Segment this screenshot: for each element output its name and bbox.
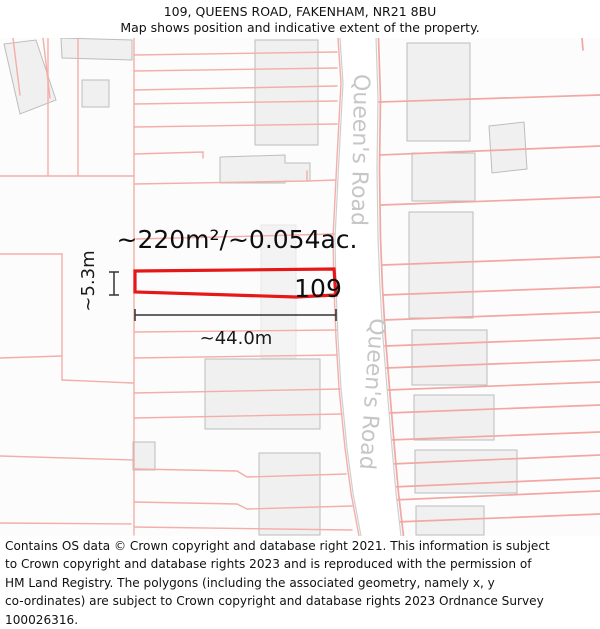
property-number-label: 109 bbox=[294, 274, 342, 303]
road-name-label-north: Queen's Road bbox=[345, 73, 374, 227]
copyright-notice bbox=[5, 537, 595, 629]
area-label: ~220m²/~0.054ac. bbox=[116, 225, 358, 254]
copyright-line: 100026316. bbox=[5, 612, 79, 627]
building bbox=[414, 395, 494, 440]
building bbox=[255, 40, 318, 145]
building bbox=[259, 453, 320, 535]
building bbox=[407, 43, 470, 141]
building bbox=[409, 212, 473, 318]
parcel-line bbox=[307, 180, 336, 181]
building bbox=[82, 80, 109, 107]
copyright-line: HM Land Registry. The polygons (including the associated geometry, namely x, y bbox=[5, 575, 495, 590]
parcel-line bbox=[582, 38, 583, 50]
building bbox=[412, 330, 487, 385]
road-name-label-south: Queen's Road bbox=[353, 317, 390, 471]
building bbox=[61, 38, 132, 60]
copyright-line: co-ordinates) are subject to Crown copyright and database rights 2023 Ordnance Survey bbox=[5, 594, 544, 609]
building bbox=[133, 442, 155, 470]
page-title: 109, QUEENS ROAD, FAKENHAM, NR21 8BU bbox=[163, 4, 437, 19]
width-label: ~44.0m bbox=[199, 328, 273, 349]
building bbox=[412, 153, 475, 201]
map-area bbox=[0, 38, 600, 536]
page-subtitle: Map shows position and indicative extent of the property. bbox=[120, 20, 480, 35]
building bbox=[205, 359, 320, 429]
map-header bbox=[0, 4, 600, 36]
copyright-line: to Crown copyright and database rights 2023 and is reproduced with the permission of bbox=[5, 557, 532, 572]
copyright-line: Contains OS data © Crown copyright and database right 2021. This information is subject bbox=[5, 539, 550, 553]
building bbox=[415, 450, 517, 493]
parcel-line bbox=[0, 523, 131, 524]
map-canvas bbox=[0, 38, 600, 536]
height-label: ~5.3m bbox=[78, 250, 99, 312]
building bbox=[489, 122, 527, 173]
